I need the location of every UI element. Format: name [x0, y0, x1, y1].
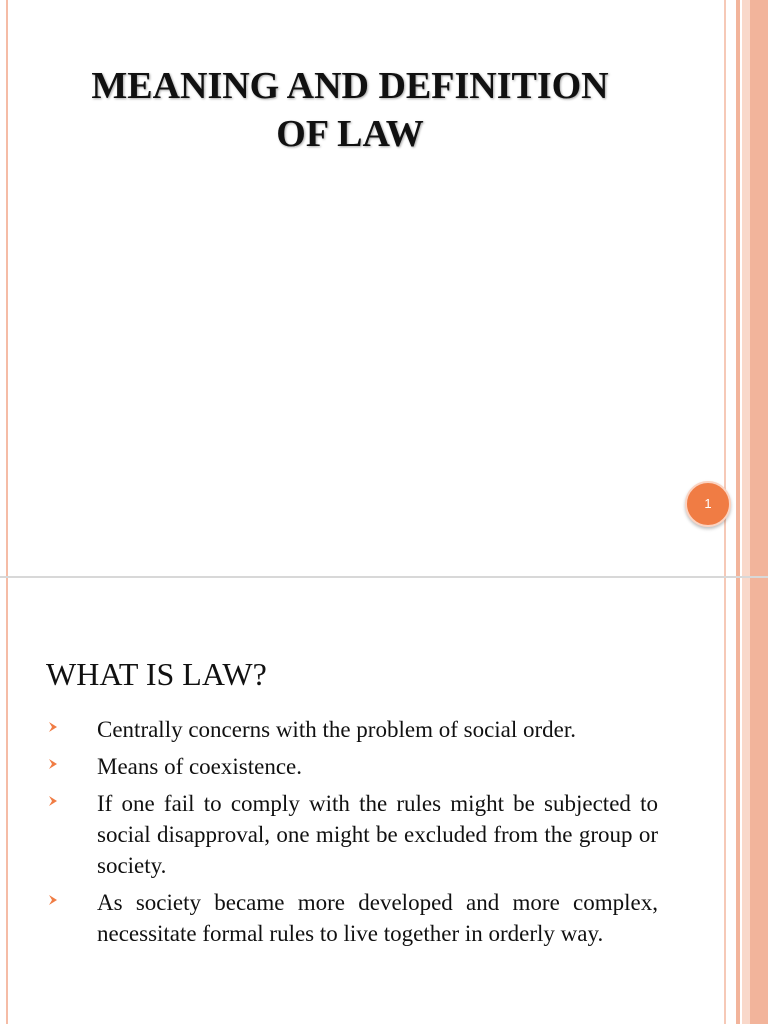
slide-2	[0, 578, 768, 1024]
bullet-item	[46, 788, 658, 881]
left-border-line	[6, 0, 8, 577]
page-number-badge: 1	[685, 481, 731, 527]
right-stripe-light	[742, 0, 750, 577]
right-stripe-wide	[750, 0, 768, 577]
bullet-text: As society became more developed and more complex, necessitate formal rules to live together in orderly way.	[97, 890, 658, 946]
arrow-bullet-icon	[46, 757, 60, 771]
bullet-text: Centrally concerns with the problem of social order.	[97, 717, 577, 742]
arrow-bullet-icon	[46, 794, 60, 808]
bullet-item	[46, 751, 658, 782]
arrow-bullet-icon	[46, 720, 60, 734]
slide-title	[30, 62, 670, 158]
right-stripe-medium	[736, 0, 740, 577]
arrow-bullet-icon	[46, 893, 60, 907]
right-stripe-thin	[724, 578, 726, 1024]
bullet-item	[46, 887, 658, 949]
slide-heading: WHAT IS LAW?	[46, 656, 267, 692]
left-border-line	[6, 578, 8, 1024]
bullet-item	[46, 714, 658, 745]
bullet-text: If one fail to comply with the rules might be subjected to social disapproval, one might be excluded from the group or society.	[97, 791, 658, 878]
bullet-text: Means of coexistence.	[97, 754, 303, 779]
right-stripe-wide	[750, 578, 768, 1024]
slide-title-line-1: MEANING AND DEFINITION	[91, 65, 609, 107]
right-stripe-medium	[736, 578, 740, 1024]
right-stripe-light	[742, 578, 750, 1024]
bullet-list	[46, 714, 658, 955]
slide-title-line-2: OF LAW	[276, 113, 424, 155]
